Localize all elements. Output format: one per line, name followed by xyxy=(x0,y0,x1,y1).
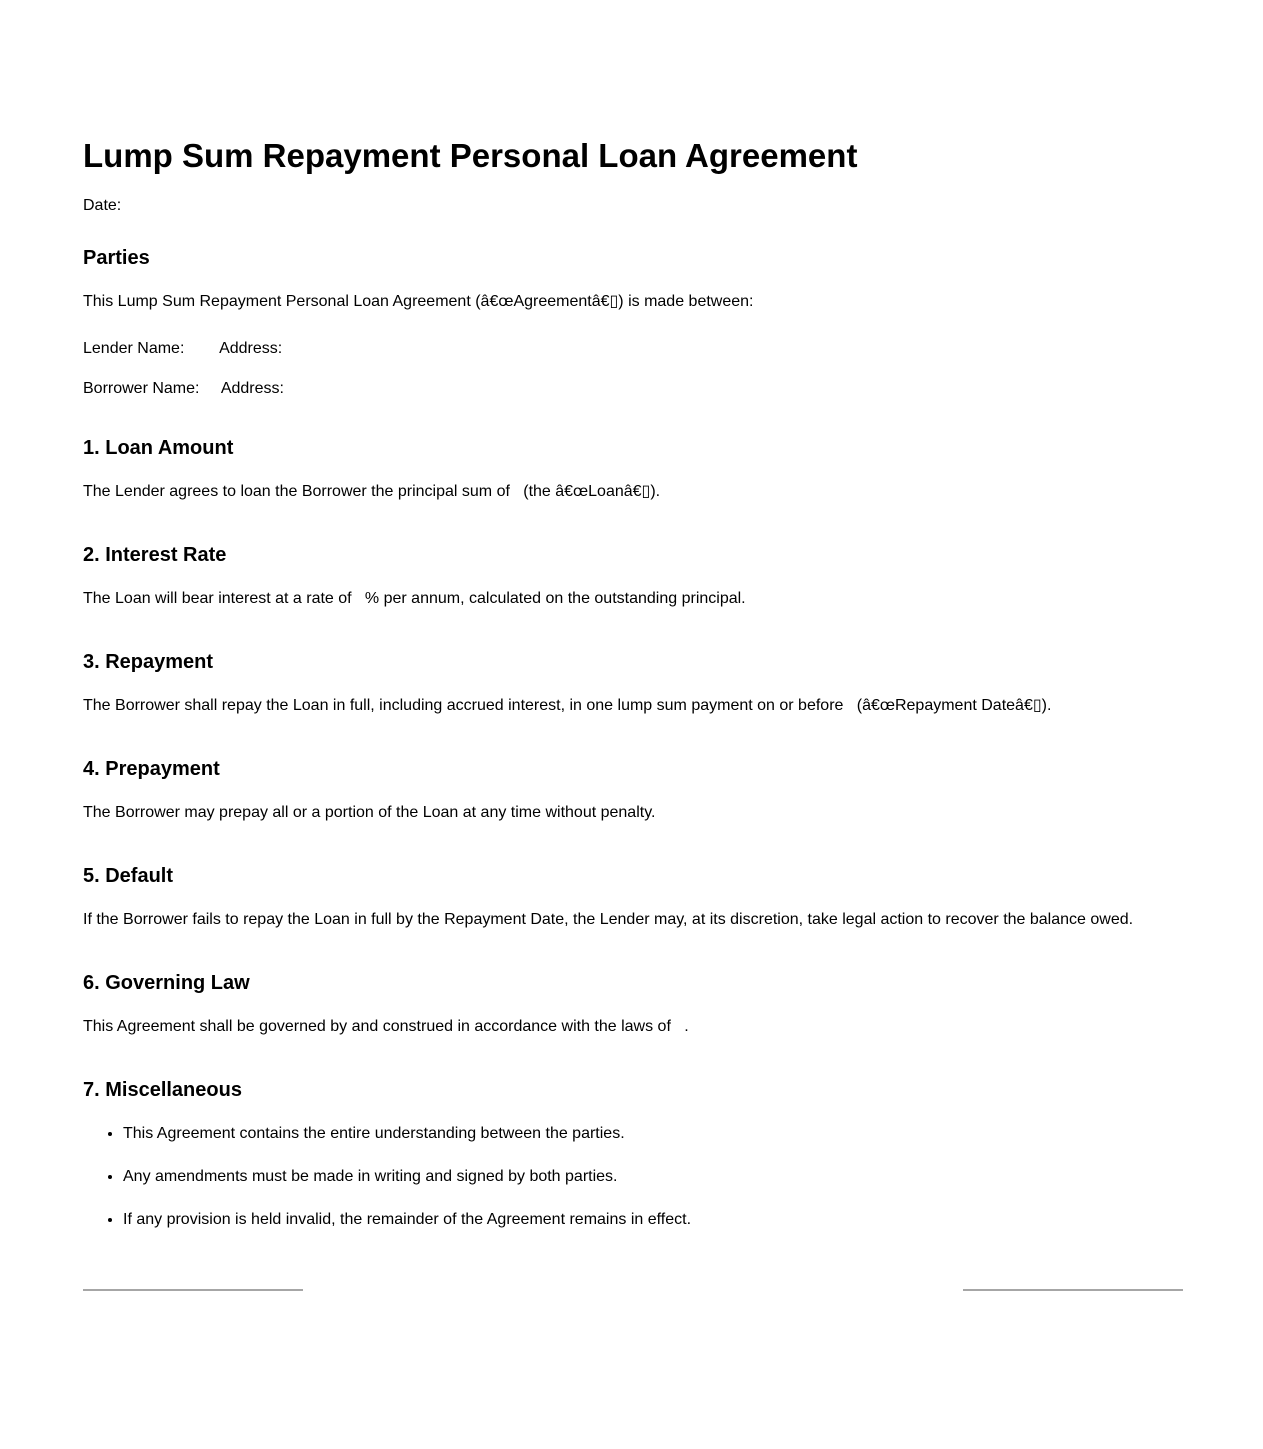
section-heading-prepayment: 4. Prepayment xyxy=(83,758,220,780)
section-body-interest-rate: The Loan will bear interest at a rate of % per annum, calculated on the outstanding principal. xyxy=(83,590,746,607)
parties-intro: This Lump Sum Repayment Personal Loan Agreement (â€œAgreementâ€▯) is made between: xyxy=(83,293,754,310)
section-body-default: If the Borrower fails to repay the Loan in full by the Repayment Date, the Lender may, at its discretion, take legal action to recover the balance owed. xyxy=(83,911,1134,928)
section-body-governing-law: This Agreement shall be governed by and construed in accordance with the laws of . xyxy=(83,1018,689,1035)
section-body-prepayment: The Borrower may prepay all or a portion of the Loan at any time without penalty. xyxy=(83,804,656,821)
signature-area xyxy=(83,1289,1183,1291)
document-title: Lump Sum Repayment Personal Loan Agreement xyxy=(83,137,858,174)
section-heading-parties: Parties xyxy=(83,247,150,269)
section-heading-repayment: 3. Repayment xyxy=(83,651,214,673)
signature-line-right xyxy=(963,1289,1183,1291)
section-body-loan-amount: The Lender agrees to loan the Borrower the principal sum of (the â€œLoanâ€▯). xyxy=(83,483,661,500)
section-heading-interest-rate: 2. Interest Rate xyxy=(83,544,227,566)
section-body-repayment: The Borrower shall repay the Loan in full, including accrued interest, in one lump sum payment on or before (â€œRepayment Dateâ€▯). xyxy=(83,697,1052,714)
section-heading-governing-law: 6. Governing Law xyxy=(83,972,250,994)
list-item: • Any amendments must be made in writing and signed by both parties. xyxy=(123,1166,1183,1187)
section-heading-miscellaneous: 7. Miscellaneous xyxy=(83,1079,242,1101)
list-item: • This Agreement contains the entire understanding between the parties. xyxy=(123,1123,1183,1144)
section-heading-default: 5. Default xyxy=(83,865,174,887)
lender-name-row: Lender Name: Address: xyxy=(83,340,283,357)
section-heading-loan-amount: 1. Loan Amount xyxy=(83,437,234,459)
list-item: • If any provision is held invalid, the remainder of the Agreement remains in effect. xyxy=(123,1209,1183,1230)
date-label: Date: xyxy=(83,197,122,214)
borrower-name-row: Borrower Name: Address: xyxy=(83,380,284,397)
signature-line-left xyxy=(83,1289,303,1291)
miscellaneous-list xyxy=(83,1123,1183,1230)
